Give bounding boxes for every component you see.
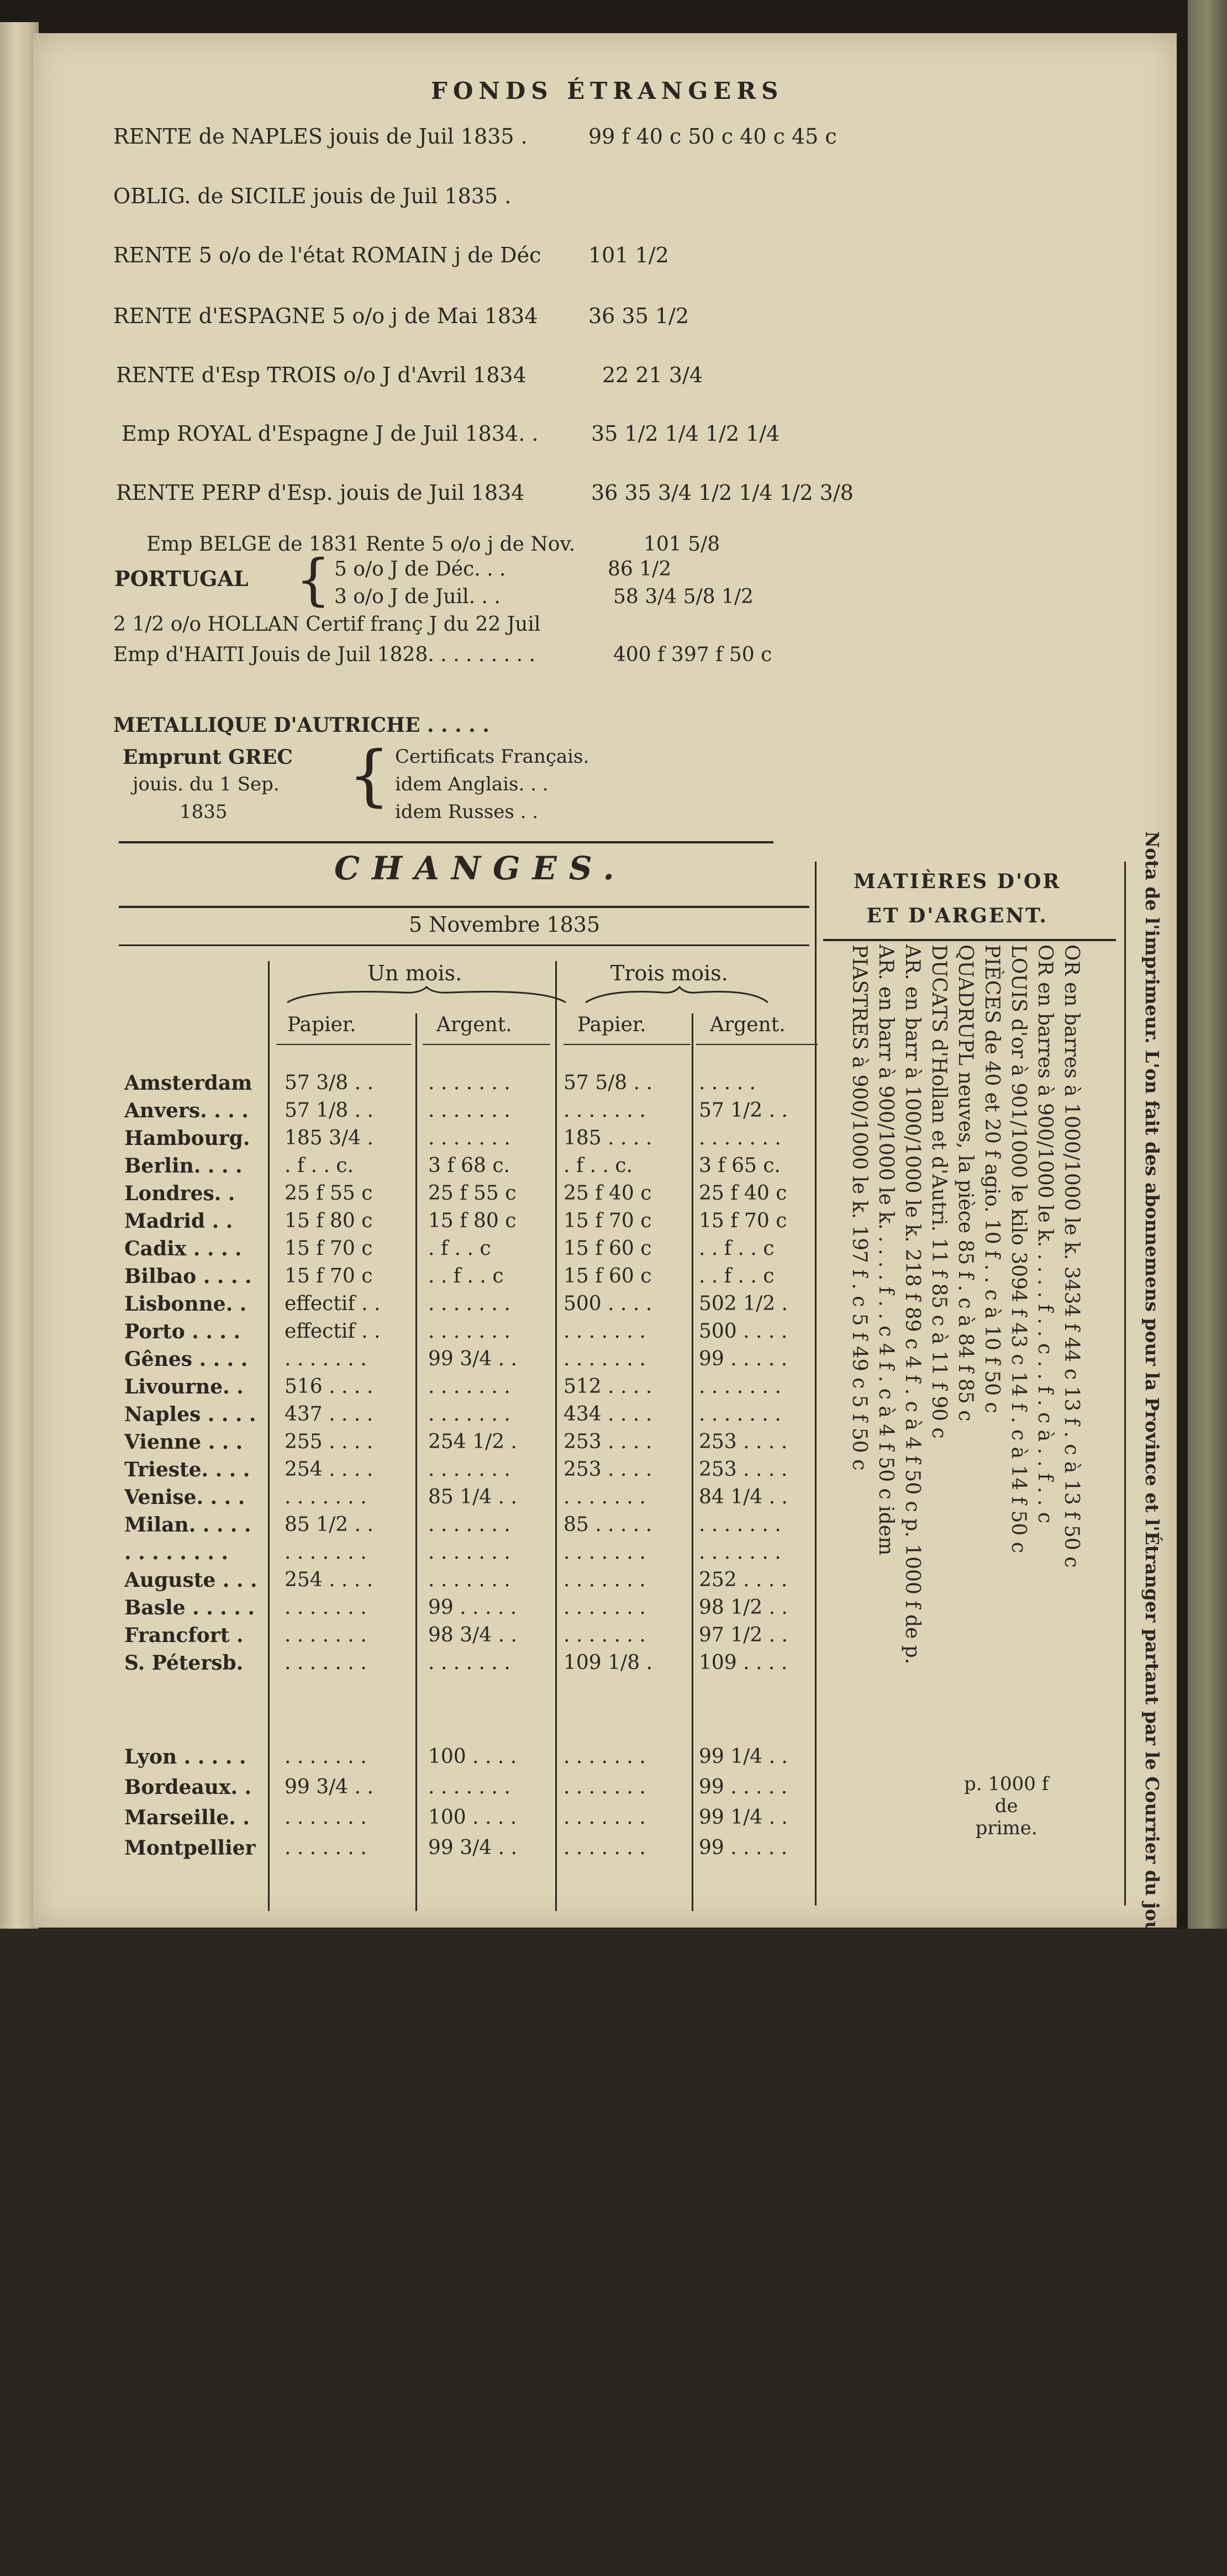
cell: . . . . . . . <box>428 1320 510 1343</box>
prime-line-3: prime. <box>975 1817 1038 1839</box>
city-name: Cadix . . . . <box>124 1237 242 1260</box>
cell: . . . . . . . <box>428 1127 510 1149</box>
cell: . . . . . . . <box>428 1651 510 1674</box>
city-name: Milan. . . . . <box>124 1513 251 1537</box>
argent-header-1: Argent. <box>436 1013 512 1036</box>
matieres-title <box>854 864 1061 933</box>
cell: . . . . . . . <box>699 1513 781 1536</box>
cell: 15 f 70 c <box>285 1237 373 1260</box>
column-braces <box>276 986 773 1008</box>
cell: . . . . . . . <box>428 1071 510 1094</box>
subhead-underline <box>696 1044 818 1045</box>
cell: . . f . . c <box>428 1265 504 1287</box>
metallique-row: METALLIQUE D'AUTRICHE . . . . . <box>113 714 489 737</box>
column-rule <box>415 1013 417 1911</box>
city-name: Porto . . . . <box>124 1320 240 1343</box>
city-name: Venise. . . . <box>124 1486 245 1509</box>
cell: . . . . . . . <box>428 1776 510 1798</box>
cell: . . . . . . . <box>428 1292 510 1315</box>
footnote-rule <box>1124 862 1126 1905</box>
cell: 25 f 55 c <box>428 1182 517 1205</box>
matieres-title-line-1: MATIÈRES D'OR <box>854 870 1061 893</box>
cell: effectif . . <box>285 1292 381 1315</box>
papier-header-1: Papier. <box>287 1013 356 1036</box>
fonds-values: 36 35 1/2 <box>588 304 689 328</box>
cell: . . . . . . . <box>564 1624 646 1646</box>
matieres-line: AR. en barr à 900/1000 le k. . . . . f . . c 4 f . c à 4 f 50 c idem <box>875 944 897 1556</box>
city-name: Madrid . . <box>124 1210 233 1233</box>
cell: 25 f 40 c <box>564 1182 652 1205</box>
changes-rule <box>119 906 809 908</box>
cell: 437 . . . . <box>285 1403 373 1426</box>
subhead-underline <box>276 1044 412 1045</box>
trois-mois-header: Trois mois. <box>610 961 728 985</box>
city-name: Gênes . . . . <box>124 1348 248 1371</box>
cell: 185 3/4 . <box>285 1127 373 1149</box>
portugal-value-2: 58 3/4 5/8 1/2 <box>613 585 754 608</box>
matieres-rule <box>823 939 1116 941</box>
cell: 253 . . . . <box>699 1430 788 1453</box>
cell: . f . . c. <box>564 1154 633 1177</box>
cell: 254 1/2 . <box>428 1430 517 1453</box>
footnote: Nota de l'imprimeur. L'on fait des abonnemens pour la Province et l'Étranger partant par le Courrier du jour et à jour franco à destination. Ce Cours est le seul OFFICIEL. <box>1141 831 1163 2576</box>
cell: 99 . . . . . <box>699 1836 788 1859</box>
cell: 25 f 55 c <box>285 1182 373 1205</box>
column-rule <box>268 961 270 1911</box>
cell: . . . . . . . <box>285 1541 367 1564</box>
cell: 15 f 60 c <box>564 1265 652 1287</box>
cell: 500 . . . . <box>564 1292 652 1315</box>
cell: 254 . . . . <box>285 1569 373 1591</box>
cell: . . . . . . . <box>564 1569 646 1591</box>
matieres-line: OR en barres à 1000/1000 le k. 3434 f 44 c 13 f . c à 13 f 50 c <box>1060 944 1083 1568</box>
grec-brace: { <box>348 737 391 814</box>
city-name: Trieste. . . . <box>124 1458 250 1481</box>
column-rule <box>555 961 557 1911</box>
cell: . . . . . . . <box>564 1348 646 1370</box>
matieres-line: PIÈCES de 40 et 20 f agio. 10 f . . c à 10 f 50 c <box>981 944 1003 1413</box>
city-name: Montpellier <box>124 1836 256 1860</box>
city-name: Lisbonne. . <box>124 1292 247 1316</box>
portugal-line-1: 5 o/o J de Déc. . . <box>334 558 506 580</box>
fonds-values: 35 1/2 1/4 1/2 1/4 <box>591 421 780 446</box>
city-name: Vienne . . . <box>124 1430 243 1454</box>
cell: . f . . c <box>428 1237 491 1260</box>
city-name: Marseille. . <box>124 1806 250 1829</box>
city-name: Amsterdam <box>124 1071 252 1095</box>
haiti-values: 400 f 397 f 50 c <box>613 643 772 666</box>
fonds-values: 36 35 3/4 1/2 1/4 1/2 3/8 <box>591 481 854 505</box>
cell: . . . . . . . <box>564 1836 646 1859</box>
fonds-values: 22 21 3/4 <box>602 363 703 387</box>
fonds-row <box>116 363 945 387</box>
cell: 99 3/4 . . <box>428 1836 517 1859</box>
cell: . . . . . . . <box>699 1541 781 1564</box>
fonds-values: 101 1/2 <box>588 243 669 267</box>
cell: 98 1/2 . . <box>699 1596 788 1619</box>
changes-date: 5 Novembre 1835 <box>409 912 601 937</box>
cell: . . . . . . . <box>428 1403 510 1426</box>
cell: . . . . . . . <box>428 1099 510 1122</box>
cell: . . . . . . . <box>285 1836 367 1859</box>
cell: 85 1/4 . . <box>428 1486 517 1508</box>
cell: 185 . . . . <box>564 1127 652 1149</box>
city-name: Bordeaux. . <box>124 1776 252 1799</box>
cell: . . . . . . . <box>564 1099 646 1122</box>
matieres-line: LOUIS d'or à 901/1000 le kilo 3094 f 43 c 14 f . c à 14 f 50 c <box>1007 944 1030 1553</box>
cell: . . . . . . . <box>699 1127 781 1149</box>
cell: . . . . . . . <box>699 1375 781 1398</box>
city-name: . . . . . . . . <box>124 1541 228 1564</box>
fonds-values: 99 f 40 c 50 c 40 c 45 c <box>588 124 837 149</box>
section-title: FONDS ÉTRANGERS <box>431 77 784 104</box>
belge-row <box>146 533 975 556</box>
cell: . . . . . . . <box>428 1513 510 1536</box>
cell: 255 . . . . <box>285 1430 373 1453</box>
fonds-row <box>116 481 1000 505</box>
cell: 99 3/4 . . <box>428 1348 517 1370</box>
cell: 85 1/2 . . <box>285 1513 373 1536</box>
subhead-underline <box>423 1044 550 1045</box>
grec-line-1: Certificats Français. <box>395 746 589 768</box>
cell: . . . . . . . <box>285 1651 367 1674</box>
portugal-label: PORTUGAL <box>114 566 249 591</box>
changes-title: CHANGES. <box>334 849 626 887</box>
hollan-row: 2 1/2 o/o HOLLAN Certif franç J du 22 Juil <box>113 613 541 636</box>
cell: 25 f 40 c <box>699 1182 787 1205</box>
grec-label-1: Emprunt GREC <box>123 746 293 769</box>
portugal-brace: { <box>296 547 331 612</box>
fonds-label: Emp ROYAL d'Espagne J de Juil 1834. . <box>122 421 539 446</box>
cell: . . . . . . . <box>285 1806 367 1829</box>
cell: 252 . . . . <box>699 1569 788 1591</box>
cell: 15 f 70 c <box>564 1210 652 1232</box>
city-name: Auguste . . . <box>124 1569 257 1592</box>
cell: . . . . . . . <box>285 1745 367 1768</box>
fonds-row <box>113 243 942 267</box>
date-rule <box>119 944 809 946</box>
grec-label-2: jouis. du 1 Sep. <box>133 773 280 795</box>
cell: . . . . . . . <box>564 1596 646 1619</box>
cell: 84 1/4 . . <box>699 1486 788 1508</box>
cell: 57 5/8 . . <box>564 1071 652 1094</box>
city-name: Bilbao . . . . <box>124 1265 252 1288</box>
cell: . . . . . . . <box>564 1486 646 1508</box>
city-name: S. Pétersb. <box>124 1651 244 1675</box>
cell: 15 f 70 c <box>699 1210 787 1232</box>
grec-line-2: idem Anglais. . . <box>395 773 549 795</box>
city-name: Livourne. . <box>124 1375 244 1398</box>
portugal-line-2: 3 o/o J de Juil. . . <box>334 585 501 608</box>
cell: 57 3/8 . . <box>285 1071 373 1094</box>
cell: . . . . . . . <box>285 1596 367 1619</box>
prime-line-2: de <box>994 1795 1018 1817</box>
cell: 15 f 60 c <box>564 1237 652 1260</box>
cell: 254 . . . . <box>285 1458 373 1481</box>
cell: . . . . . . . <box>285 1486 367 1508</box>
matieres-line: AR. en barr à 1000/1000 le k. 218 f 89 c 4 f . c à 4 f 50 c p. 1000 f de p. <box>901 944 924 1665</box>
cell: 3 f 68 c. <box>428 1154 510 1177</box>
city-name: Basle . . . . . <box>124 1596 255 1619</box>
cell: 85 . . . . . <box>564 1513 652 1536</box>
fonds-label: OBLIG. de SICILE jouis de Juil 1835 . <box>113 184 512 208</box>
cell: 97 1/2 . . <box>699 1624 788 1646</box>
cell: 99 . . . . . <box>428 1596 517 1619</box>
cell: 3 f 65 c. <box>699 1154 781 1177</box>
cell: . . . . . . . <box>564 1776 646 1798</box>
cell: 109 1/8 . <box>564 1651 652 1674</box>
cell: 99 . . . . . <box>699 1348 788 1370</box>
newspaper-page <box>33 33 1177 2576</box>
column-rule <box>692 1013 693 1911</box>
cell: . . . . . . . <box>564 1320 646 1343</box>
cell: 253 . . . . <box>699 1458 788 1481</box>
city-name: Anvers. . . . <box>124 1099 249 1122</box>
cell: 15 f 70 c <box>285 1265 373 1287</box>
cell: 253 . . . . <box>564 1430 652 1453</box>
fonds-row <box>113 304 942 328</box>
cell: 100 . . . . <box>428 1745 517 1768</box>
matieres-title-line-2: ET D'ARGENT. <box>866 904 1048 927</box>
cell: . . . . . . . <box>564 1541 646 1564</box>
city-name: Berlin. . . . <box>124 1154 243 1178</box>
cell: 500 . . . . <box>699 1320 788 1343</box>
cell: . f . . c. <box>285 1154 354 1177</box>
fonds-label: RENTE de NAPLES jouis de Juil 1835 . <box>113 124 528 149</box>
cell: 99 1/4 . . <box>699 1745 788 1768</box>
cell: 15 f 80 c <box>285 1210 373 1232</box>
fonds-values: 101 5/8 <box>644 533 720 556</box>
cell: 15 f 80 c <box>428 1210 517 1232</box>
grec-line-3: idem Russes . . <box>395 801 539 823</box>
cell: . . . . . . . <box>428 1541 510 1564</box>
section-rule <box>119 841 773 843</box>
city-name: Hambourg. <box>124 1127 250 1150</box>
cell: 109 . . . . <box>699 1651 788 1674</box>
matieres-left-rule <box>815 862 817 1905</box>
matieres-line: QUADRUPL neuves, la pièce 85 f . c à 84 f 85 c <box>954 944 977 1422</box>
cell: . . . . . <box>699 1071 756 1094</box>
city-name: Londres. . <box>124 1182 235 1205</box>
city-name: Francfort . <box>124 1624 244 1647</box>
subhead-underline <box>564 1044 691 1045</box>
prime-note <box>964 1773 1049 1839</box>
fonds-label: Emp BELGE de 1831 Rente 5 o/o j de Nov. <box>146 533 576 556</box>
portugal-value-1: 86 1/2 <box>608 558 672 580</box>
prime-line-1: p. 1000 f <box>964 1773 1049 1795</box>
fonds-label: RENTE d'Esp TROIS o/o J d'Avril 1834 <box>116 363 526 387</box>
cell: . . f . . c <box>699 1237 775 1260</box>
matieres-line: OR en barres à 900/1000 le k. . . . . f . . c . . f . c à . . f . . c <box>1034 944 1056 1524</box>
cell: 512 . . . . <box>564 1375 652 1398</box>
fonds-label: RENTE d'ESPAGNE 5 o/o j de Mai 1834 <box>113 304 538 328</box>
cell: effectif . . <box>285 1320 381 1343</box>
fonds-label: RENTE PERP d'Esp. jouis de Juil 1834 <box>116 481 525 505</box>
matieres-line: PIASTRES à 900/1000 le k. 197 f . c 5 f 49 c 5 f 50 c <box>848 944 871 1471</box>
cell: . . . . . . . <box>285 1348 367 1370</box>
cell: . . . . . . . <box>564 1745 646 1768</box>
cell: 99 1/4 . . <box>699 1806 788 1829</box>
grec-label-3: 1835 <box>180 801 228 823</box>
cell: . . . . . . . <box>428 1458 510 1481</box>
cell: 516 . . . . <box>285 1375 373 1398</box>
cell: . . . . . . . <box>285 1624 367 1646</box>
cell: . . . . . . . <box>428 1375 510 1398</box>
cell: 100 . . . . <box>428 1806 517 1829</box>
cell: 99 3/4 . . <box>285 1776 373 1798</box>
cell: 57 1/8 . . <box>285 1099 373 1122</box>
fonds-row <box>113 124 942 149</box>
adjacent-page-edge <box>1188 0 1227 1929</box>
fonds-row <box>113 184 942 208</box>
cell: 434 . . . . <box>564 1403 652 1426</box>
cell: . . . . . . . <box>564 1806 646 1829</box>
cell: . . f . . c <box>699 1265 775 1287</box>
cell: . . . . . . . <box>428 1569 510 1591</box>
fonds-row <box>122 421 950 446</box>
matieres-line: DUCATS d'Hollan et d'Autri. 11 f 85 c à 11 f 90 c <box>928 944 950 1439</box>
cell: 57 1/2 . . <box>699 1099 788 1122</box>
fonds-label: RENTE 5 o/o de l'état ROMAIN j de Déc <box>113 243 541 267</box>
city-name: Lyon . . . . . <box>124 1745 246 1769</box>
un-mois-header: Un mois. <box>367 961 462 985</box>
cell: 98 3/4 . . <box>428 1624 517 1646</box>
cell: 502 1/2 . <box>699 1292 788 1315</box>
cell: . . . . . . . <box>699 1403 781 1426</box>
cell: 99 . . . . . <box>699 1776 788 1798</box>
papier-header-2: Papier. <box>577 1013 646 1036</box>
city-name: Naples . . . . <box>124 1403 256 1426</box>
haiti-label: Emp d'HAITI Jouis de Juil 1828. . . . . . . . . <box>113 643 535 666</box>
cell: 253 . . . . <box>564 1458 652 1481</box>
argent-header-2: Argent. <box>710 1013 786 1036</box>
